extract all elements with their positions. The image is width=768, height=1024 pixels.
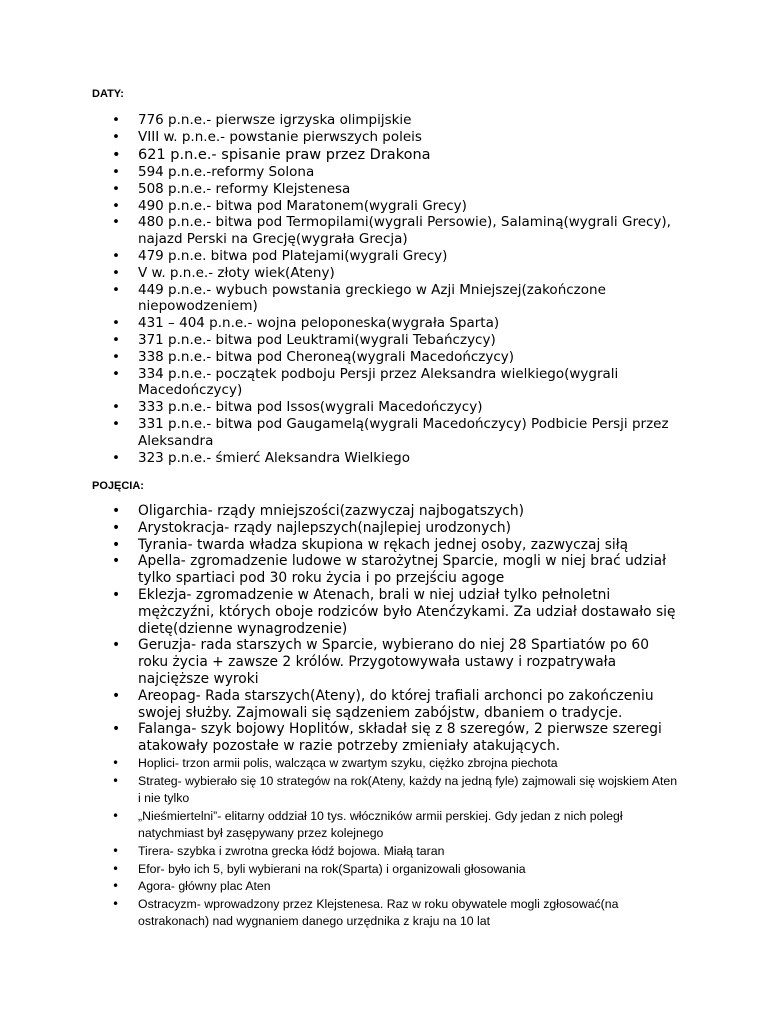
dates-list	[0, 112, 768, 466]
list-item: • 776 p.n.e.- pierwsze igrzyska olimpijskie	[0, 112, 768, 129]
list-item: • Ostracyzm- wprowadzony przez Klejstenesa. Raz w roku obywatele mogli zgłosować(na ostrakonach) nad wygnaniem danego urzędnika z kraju na 10 lat	[0, 896, 768, 931]
list-item: • VIII w. p.n.e.- powstanie pierwszych poleis	[0, 129, 768, 146]
list-item: • Oligarchia- rządy mniejszości(zazwyczaj najbogatszych)	[0, 503, 768, 520]
list-item: • Apella- zgromadzenie ludowe w starożytnej Sparcie, mogli w niej brać udział tylko spartiaci pod 30 roku życia i po przejściu agoge	[0, 553, 768, 587]
list-item: • Arystokracja- rządy najlepszych(najlepiej urodzonych)	[0, 520, 768, 537]
list-item: • 334 p.n.e.- początek podboju Persji przez Aleksandra wielkiego(wygrali Macedończycy)	[0, 366, 768, 400]
list-item: • 508 p.n.e.- reformy Klejstenesa	[0, 181, 768, 198]
terms-list	[0, 503, 768, 931]
list-item: • 338 p.n.e.- bitwa pod Cheroneą(wygrali Macedończycy)	[0, 349, 768, 366]
list-item: • Efor- było ich 5, byli wybierani na rok(Sparta) i organizowali głosowania	[0, 861, 768, 879]
list-item: • Geruzja- rada starszych w Sparcie, wybierano do niej 28 Spartiatów po 60 roku życia + zawsze 2 królów. Przygotowywała ustawy i rozpatrywała najcięższe wyroki	[0, 637, 768, 687]
list-item: • Agora- główny plac Aten	[0, 878, 768, 896]
list-item: • Strateg- wybierało się 10 strategów na rok(Ateny, każdy na jedną fyle) zajmowali się wojskiem Aten i nie tylko	[0, 773, 768, 808]
list-item: • 431 – 404 p.n.e.- wojna peloponeska(wygrała Sparta)	[0, 315, 768, 332]
list-item: • Areopag- Rada starszych(Ateny), do której trafiali archonci po zakończeniu swojej służby. Zajmowali się sądzeniem zabójstw, dbaniem o tradycje.	[0, 688, 768, 722]
list-item: • 594 p.n.e.-reformy Solona	[0, 164, 768, 181]
list-item: • 621 p.n.e.- spisanie praw przez Drakona	[0, 146, 768, 165]
list-item: • Tyrania- twarda władza skupiona w rękach jednej osoby, zazwyczaj siłą	[0, 537, 768, 554]
list-item: • 479 p.n.e. bitwa pod Platejami(wygrali Grecy)	[0, 248, 768, 265]
list-item: • 449 p.n.e.- wybuch powstania greckiego w Azji Mniejszej(zakończone niepowodzeniem)	[0, 282, 768, 316]
list-item: • Eklezja- zgromadzenie w Atenach, brali w niej udział tylko pełnoletni mężczyźni, których oboje rodziców było Atenćzykami. Za udział dostawało się dietę(dzienne wynagrodzenie)	[0, 587, 768, 637]
list-item: • 333 p.n.e.- bitwa pod Issos(wygrali Macedończycy)	[0, 399, 768, 416]
list-item: • Hoplici- trzon armii polis, walcząca w zwartym szyku, ciężko zbrojna piechota	[0, 755, 768, 773]
list-item: • 323 p.n.e.- śmierć Aleksandra Wielkiego	[0, 450, 768, 467]
list-item: • 480 p.n.e.- bitwa pod Termopilami(wygrali Persowie), Salaminą(wygrali Grecy), najazd Perski na Grecję(wygrała Grecja)	[0, 214, 768, 248]
list-item: • „Nieśmiertelni”- elitarny oddział 10 tys. włóczników armii perskiej. Gdy jedan z nich poległ natychmiast był zasępywany przez kolejnego	[0, 808, 768, 843]
list-item: • Falanga- szyk bojowy Hoplitów, składał się z 8 szeregów, 2 pierwsze szeregi atakowały pozostałe w razie potrzeby zmieniały atakujących.	[0, 721, 768, 755]
list-item: • 490 p.n.e.- bitwa pod Maratonem(wygrali Grecy)	[0, 198, 768, 215]
list-item: • Tirera- szybka i zwrotna grecka łódź bojowa. Miałą taran	[0, 843, 768, 861]
list-item: • 331 p.n.e.- bitwa pod Gaugamelą(wygrali Macedończycy) Podbicie Persji przez Aleksandra	[0, 416, 768, 450]
list-item: • V w. p.n.e.- złoty wiek(Ateny)	[0, 265, 768, 282]
terms-heading: POJĘCIA:	[92, 480, 144, 492]
list-item: • 371 p.n.e.- bitwa pod Leuktrami(wygrali Tebańczycy)	[0, 332, 768, 349]
dates-heading: DATY:	[92, 88, 124, 100]
